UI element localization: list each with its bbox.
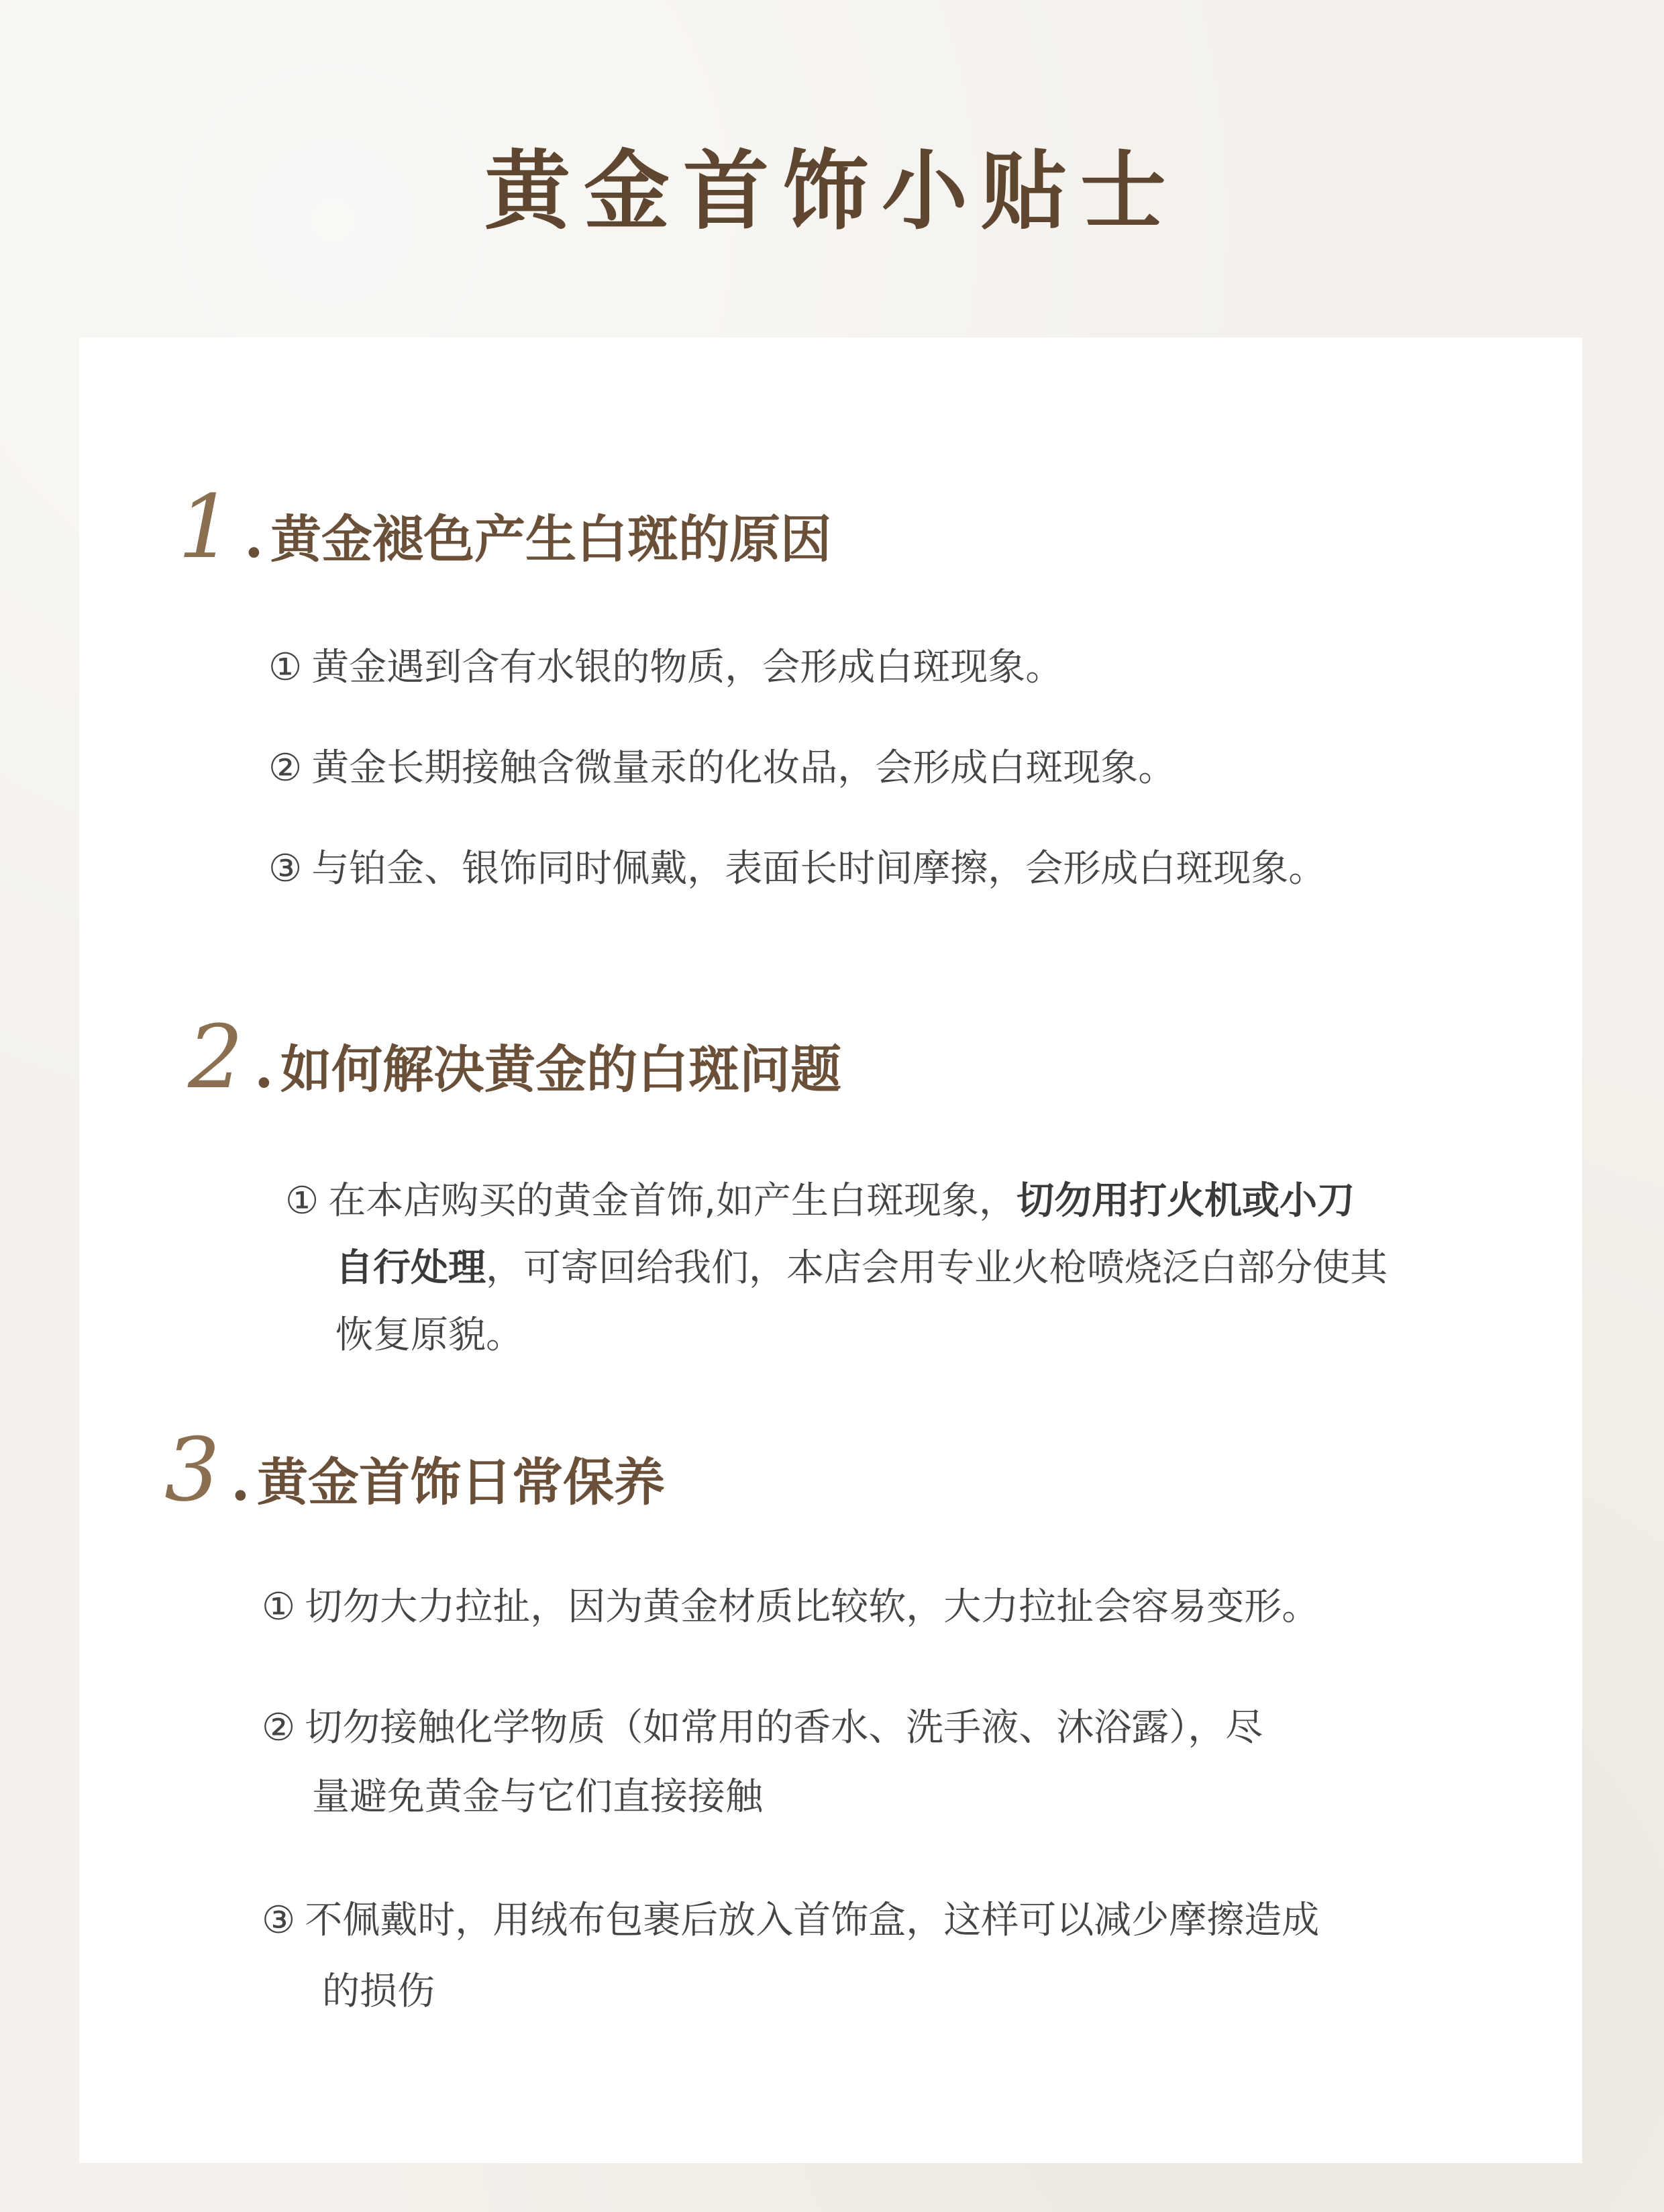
section-title: 黄金首饰日常保养 — [256, 1452, 665, 1512]
list-item — [268, 735, 1176, 802]
item-marker: ② — [262, 1706, 296, 1750]
section-title: 如何解决黄金的白斑问题 — [280, 1040, 841, 1099]
item-text: 恢复原貌。 — [335, 1313, 523, 1357]
section-2-heading — [188, 1006, 841, 1108]
item-text: 黄金遇到含有水银的物质，会形成白斑现象。 — [311, 646, 1063, 689]
section-number: 3 — [164, 1419, 220, 1521]
section-3-heading — [164, 1419, 665, 1521]
item-marker: ② — [268, 746, 303, 790]
section-number: 2 — [188, 1006, 244, 1108]
item-text: 与铂金、银饰同时佩戴，表面长时间摩擦，会形成白斑现象。 — [311, 847, 1327, 891]
item-marker: ③ — [262, 1899, 296, 1942]
item-text: 量避免黄金与它们直接接触 — [312, 1775, 763, 1819]
item-marker: ③ — [268, 847, 303, 891]
section-title: 黄金褪色产生白斑的原因 — [270, 509, 831, 569]
item-text: 切勿接触化学物质（如常用的香水、洗手液、沐浴露），尽 — [305, 1706, 1263, 1750]
item-text: 黄金长期接触含微量汞的化妆品，会形成白斑现象。 — [311, 746, 1176, 790]
list-item — [285, 1168, 1355, 1235]
list-item — [268, 836, 1326, 903]
section-dot: . — [230, 1447, 250, 1513]
item-emphasis: 自行处理 — [335, 1246, 486, 1290]
section-dot: . — [244, 504, 264, 570]
item-text: ，可寄回给我们，本店会用专业火枪喷烧泛白部分使其 — [486, 1246, 1388, 1290]
list-item — [262, 1574, 1319, 1641]
section-number: 1 — [178, 476, 233, 578]
item-marker: ① — [268, 646, 303, 689]
list-item — [262, 1887, 1319, 1954]
list-item-continuation — [322, 1958, 435, 2025]
item-text: 在本店购买的黄金首饰,如产生白斑现象， — [328, 1179, 1017, 1223]
page-title: 黄金首饰小贴士 — [484, 141, 1180, 242]
list-item-continuation — [312, 1764, 763, 1831]
item-text: 的损伤 — [322, 1970, 435, 2013]
item-text: 不佩戴时，用绒布包裹后放入首饰盒，这样可以减少摩擦造成 — [305, 1899, 1320, 1942]
list-item-continuation — [335, 1235, 1388, 1302]
section-dot: . — [254, 1034, 274, 1101]
item-marker: ① — [262, 1585, 296, 1629]
item-marker: ① — [285, 1179, 319, 1223]
item-text: 切勿大力拉扯，因为黄金材质比较软，大力拉扯会容易变形。 — [305, 1585, 1320, 1629]
list-item — [268, 634, 1063, 701]
list-item — [262, 1695, 1263, 1762]
section-1-heading — [178, 476, 831, 578]
item-emphasis: 切勿用打火机或小刀 — [1017, 1179, 1355, 1223]
list-item-continuation — [335, 1302, 523, 1369]
